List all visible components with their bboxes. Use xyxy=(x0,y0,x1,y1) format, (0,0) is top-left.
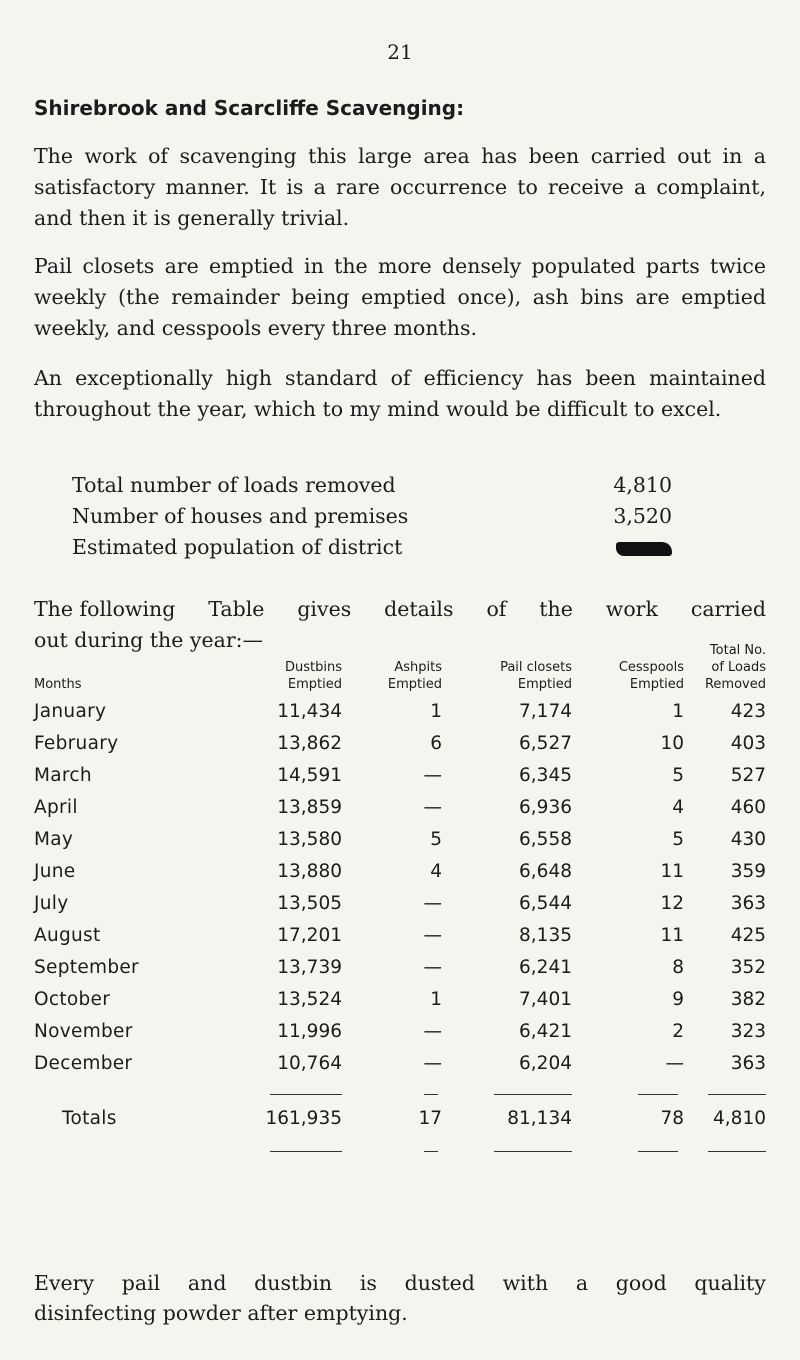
cell-dustbins-emptied: 13,580 xyxy=(277,828,342,850)
cell-cesspools-emptied: 11 xyxy=(660,860,684,882)
cell-month: April xyxy=(34,796,78,818)
closing-line2: disinfecting powder after emptying. xyxy=(34,1301,408,1325)
cell-loads-removed: 359 xyxy=(730,860,766,882)
intro-word: gives xyxy=(297,597,352,621)
table-row xyxy=(34,887,766,919)
intro-word: Table xyxy=(208,597,265,621)
totals-rule-top xyxy=(34,1079,766,1100)
header-pail-closets: Pail closets Emptied xyxy=(500,660,572,692)
closing-word: dusted xyxy=(404,1271,475,1295)
section-heading: Shirebrook and Scarcliffe Scavenging: xyxy=(34,96,465,120)
cell-month: February xyxy=(34,732,119,754)
table-row xyxy=(34,823,766,855)
cell-cesspools-emptied: 8 xyxy=(672,956,684,978)
cell-cesspools-emptied: 10 xyxy=(660,732,684,754)
closing-word: is xyxy=(359,1271,377,1295)
cell-loads-removed: 323 xyxy=(730,1020,766,1042)
table-body xyxy=(34,695,766,1079)
table-row xyxy=(34,919,766,951)
intro-word: The following xyxy=(34,597,176,621)
closing-word: good xyxy=(615,1271,667,1295)
closing-line1 xyxy=(34,1268,766,1298)
cell-month: January xyxy=(34,700,107,722)
cell-pail-closets-emptied: 7,401 xyxy=(519,988,572,1010)
cell-pail-closets-emptied: 6,527 xyxy=(519,732,572,754)
summary-label: Estimated population of district xyxy=(72,535,403,559)
cell-pail-closets-emptied: 6,648 xyxy=(519,860,572,882)
scavenging-table xyxy=(34,642,766,1157)
redaction-mark xyxy=(616,542,672,556)
intro-word: work xyxy=(605,597,658,621)
total-ashpits: 17 xyxy=(418,1107,442,1129)
cell-ashpits-emptied: — xyxy=(423,764,442,786)
closing-word: a xyxy=(575,1271,589,1295)
cell-dustbins-emptied: 14,591 xyxy=(277,764,342,786)
cell-ashpits-emptied: 1 xyxy=(430,700,442,722)
paragraph-scavenging-work: The work of scavenging this large area has been carried out in a satisfactory manner. It is a rare occurrence to receive a complaint, and then it is generally trivial. xyxy=(34,144,766,230)
cell-dustbins-emptied: 13,880 xyxy=(277,860,342,882)
summary-value: 4,810 xyxy=(613,473,672,497)
cell-ashpits-emptied: 5 xyxy=(430,828,442,850)
cell-loads-removed: 460 xyxy=(730,796,766,818)
cell-month: October xyxy=(34,988,111,1010)
closing-word: dustbin xyxy=(254,1271,333,1295)
cell-cesspools-emptied: 9 xyxy=(672,988,684,1010)
cell-dustbins-emptied: 13,862 xyxy=(277,732,342,754)
table-intro-line1 xyxy=(34,594,766,625)
cell-pail-closets-emptied: 7,174 xyxy=(519,700,572,722)
cell-dustbins-emptied: 11,434 xyxy=(277,700,342,722)
intro-word: details xyxy=(384,597,454,621)
header-months: Months xyxy=(34,677,82,692)
header-ashpits: Ashpits Emptied xyxy=(387,660,442,692)
header-total-loads: Total No. of Loads Removed xyxy=(704,643,766,692)
cell-ashpits-emptied: 6 xyxy=(430,732,442,754)
totals-rule-bottom xyxy=(34,1136,766,1157)
cell-ashpits-emptied: — xyxy=(423,956,442,978)
cell-loads-removed: 425 xyxy=(730,924,766,946)
paragraph-efficiency: An exceptionally high standard of efficiency has been maintained throughout the year, which to my mind would be difficult to excel. xyxy=(34,366,766,421)
cell-ashpits-emptied: — xyxy=(423,1052,442,1074)
cell-loads-removed: 363 xyxy=(730,892,766,914)
summary-value-redacted xyxy=(582,532,672,563)
cell-loads-removed: 363 xyxy=(730,1052,766,1074)
cell-dustbins-emptied: 13,739 xyxy=(277,956,342,978)
cell-cesspools-emptied: 11 xyxy=(660,924,684,946)
cell-pail-closets-emptied: 6,241 xyxy=(519,956,572,978)
cell-pail-closets-emptied: 6,345 xyxy=(519,764,572,786)
cell-loads-removed: 382 xyxy=(730,988,766,1010)
total-loads: 4,810 xyxy=(713,1107,766,1129)
cell-loads-removed: 430 xyxy=(730,828,766,850)
cell-ashpits-emptied: — xyxy=(423,1020,442,1042)
cell-cesspools-emptied: 1 xyxy=(672,700,684,722)
header-cesspools: Cesspools Emptied xyxy=(618,660,684,692)
table-row xyxy=(34,983,766,1015)
table-row xyxy=(34,759,766,791)
cell-ashpits-emptied: — xyxy=(423,892,442,914)
table-row xyxy=(34,727,766,759)
cell-cesspools-emptied: — xyxy=(665,1052,684,1074)
cell-month: November xyxy=(34,1020,133,1042)
closing-word: Every xyxy=(34,1271,95,1295)
cell-pail-closets-emptied: 8,135 xyxy=(519,924,572,946)
intro-word: of xyxy=(486,597,507,621)
totals-row xyxy=(34,1100,766,1136)
cell-ashpits-emptied: 4 xyxy=(430,860,442,882)
cell-loads-removed: 527 xyxy=(730,764,766,786)
cell-dustbins-emptied: 10,764 xyxy=(277,1052,342,1074)
summary-value: 3,520 xyxy=(613,504,672,528)
cell-cesspools-emptied: 12 xyxy=(660,892,684,914)
summary-label: Number of houses and premises xyxy=(72,504,409,528)
closing-paragraph xyxy=(34,1268,766,1328)
cell-ashpits-emptied: 1 xyxy=(430,988,442,1010)
closing-word: pail xyxy=(121,1271,161,1295)
summary-label: Total number of loads removed xyxy=(72,473,396,497)
table-row xyxy=(34,791,766,823)
summary-row-population xyxy=(72,532,672,563)
table-row xyxy=(34,951,766,983)
cell-cesspools-emptied: 4 xyxy=(672,796,684,818)
totals-label: Totals xyxy=(62,1107,117,1129)
cell-pail-closets-emptied: 6,421 xyxy=(519,1020,572,1042)
cell-loads-removed: 352 xyxy=(730,956,766,978)
cell-cesspools-emptied: 5 xyxy=(672,828,684,850)
cell-dustbins-emptied: 11,996 xyxy=(277,1020,342,1042)
header-dustbins: Dustbins Emptied xyxy=(285,660,342,692)
cell-month: July xyxy=(34,892,69,914)
cell-dustbins-emptied: 13,524 xyxy=(277,988,342,1010)
cell-pail-closets-emptied: 6,204 xyxy=(519,1052,572,1074)
table-row xyxy=(34,695,766,727)
cell-loads-removed: 423 xyxy=(730,700,766,722)
cell-dustbins-emptied: 13,859 xyxy=(277,796,342,818)
summary-statistics xyxy=(72,470,672,563)
cell-month: December xyxy=(34,1052,133,1074)
paragraph-emptying-schedule: Pail closets are emptied in the more densely populated parts twice weekly (the remainder being emptied once), ash bins are emptied weekly, and cesspools every three months. xyxy=(34,254,766,340)
table-row xyxy=(34,1047,766,1079)
table-intro-line2: out during the year:— xyxy=(34,628,264,652)
cell-month: March xyxy=(34,764,92,786)
cell-month: May xyxy=(34,828,74,850)
closing-word: and xyxy=(187,1271,227,1295)
cell-pail-closets-emptied: 6,544 xyxy=(519,892,572,914)
intro-word: carried xyxy=(690,597,766,621)
cell-month: September xyxy=(34,956,139,978)
cell-ashpits-emptied: — xyxy=(423,796,442,818)
cell-dustbins-emptied: 13,505 xyxy=(277,892,342,914)
closing-word: with xyxy=(502,1271,549,1295)
table-header-row xyxy=(34,642,766,695)
table-row xyxy=(34,1015,766,1047)
table-row xyxy=(34,855,766,887)
cell-pail-closets-emptied: 6,558 xyxy=(519,828,572,850)
total-cesspools: 78 xyxy=(660,1107,684,1129)
closing-word: quality xyxy=(694,1271,766,1295)
cell-pail-closets-emptied: 6,936 xyxy=(519,796,572,818)
total-pail-closets: 81,134 xyxy=(507,1107,572,1129)
cell-loads-removed: 403 xyxy=(730,732,766,754)
cell-cesspools-emptied: 5 xyxy=(672,764,684,786)
cell-cesspools-emptied: 2 xyxy=(672,1020,684,1042)
cell-ashpits-emptied: — xyxy=(423,924,442,946)
summary-row-loads xyxy=(72,470,672,501)
cell-month: June xyxy=(34,860,76,882)
cell-dustbins-emptied: 17,201 xyxy=(277,924,342,946)
summary-row-houses xyxy=(72,501,672,532)
total-dustbins: 161,935 xyxy=(265,1107,342,1129)
page-number: 21 xyxy=(387,40,413,64)
intro-word: the xyxy=(539,597,573,621)
cell-month: August xyxy=(34,924,101,946)
